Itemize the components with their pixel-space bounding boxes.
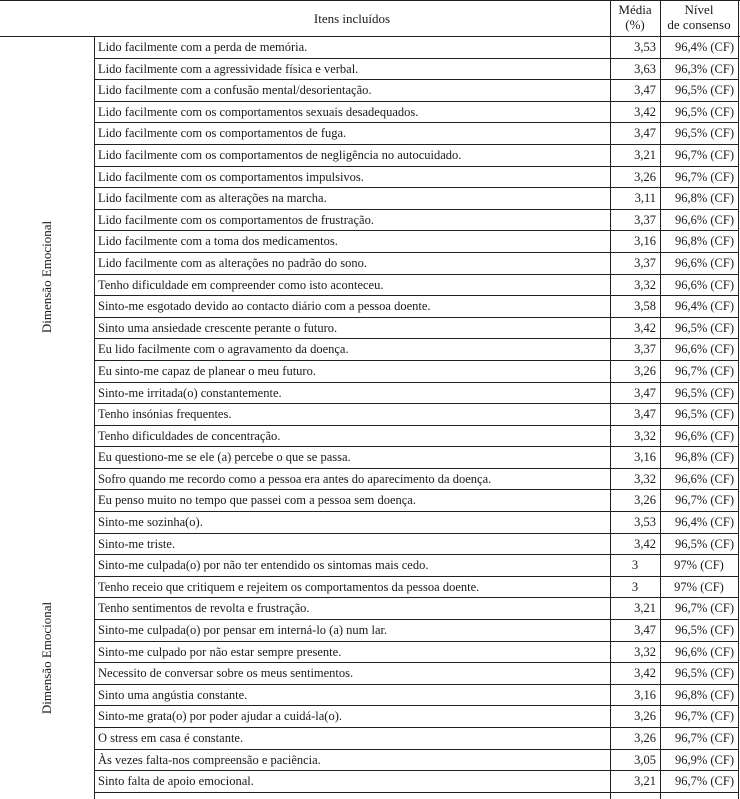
header-top-rule	[0, 0, 740, 1]
media-value: 3,47	[634, 126, 656, 141]
table-row	[94, 167, 738, 189]
consensus-value: 96,5% (CF)	[674, 126, 734, 141]
media-value: 3,32	[634, 471, 656, 486]
dimension-group-2	[0, 517, 94, 799]
media-value: 3,42	[634, 666, 656, 681]
item-text: Sinto falta de apoio emocional.	[98, 774, 254, 789]
consensus-value: 96,5% (CF)	[674, 385, 734, 400]
table-row	[94, 102, 738, 124]
table-row	[94, 642, 738, 664]
table-row	[94, 383, 738, 405]
table-row	[94, 361, 738, 383]
media-value: 3,37	[634, 212, 656, 227]
media-value: 3,21	[634, 601, 656, 616]
media-value: 3,26	[634, 363, 656, 378]
media-value: 3,26	[634, 709, 656, 724]
media-value: 3,11	[634, 191, 656, 206]
item-text: Tenho receio que critiquem e rejeitem os comportamentos da pessoa doente.	[98, 579, 480, 594]
item-text: Lido facilmente com os comportamentos de fuga.	[98, 126, 347, 141]
media-value: 3,05	[634, 752, 656, 767]
media-value: 3,58	[634, 299, 656, 314]
header-nivel-line1: Nível	[684, 2, 714, 17]
media-value: 3,16	[634, 234, 656, 249]
table-row	[94, 577, 738, 599]
table-row	[94, 598, 738, 620]
consensus-value: 97% (CF)	[674, 579, 724, 594]
consensus-value: 96,6% (CF)	[674, 644, 734, 659]
consensus-value: 96,6% (CF)	[674, 471, 734, 486]
table-row	[94, 188, 738, 210]
header-items: Itens incluídos	[313, 11, 391, 26]
consensus-value: 96,7% (CF)	[674, 169, 734, 184]
table-row	[94, 534, 738, 556]
header-nivel	[660, 2, 738, 32]
item-text: O stress em casa é constante.	[98, 731, 244, 745]
consensus-value: 96,5% (CF)	[674, 407, 734, 422]
table-row	[94, 296, 738, 318]
item-text: Eu sinto-me capaz de planear o meu futuro.	[98, 363, 316, 378]
table-row	[94, 469, 738, 491]
item-text: Sinto-me irritada(o) constantemente.	[98, 385, 282, 400]
item-text: Eu questiono-me se ele (a) percebe o que se passa.	[98, 450, 351, 465]
item-text: Eu lido facilmente com o agravamento da doença.	[98, 342, 349, 357]
item-text: Necessito de conversar sobre os meus sentimentos.	[98, 666, 354, 681]
media-value: 3,32	[634, 428, 656, 443]
item-text: Lido facilmente com a perda de memória.	[98, 40, 308, 54]
item-text: Às vezes falta-nos compreensão e paciência.	[98, 752, 321, 767]
media-value: 3,42	[634, 536, 656, 551]
table-row	[94, 426, 738, 448]
media-value: 3,32	[634, 644, 656, 659]
media-value: 3,32	[634, 277, 656, 292]
consensus-value: 96,3% (CF)	[674, 61, 734, 76]
dimension-label: Dimensão Emocional	[39, 601, 54, 715]
table-row	[94, 231, 738, 253]
item-text: Sinto uma angústia constante.	[98, 687, 248, 702]
dimension-label: Dimensão Emocional	[39, 220, 54, 334]
consensus-value: 96,4% (CF)	[674, 299, 734, 314]
media-value: 3,53	[634, 40, 656, 54]
item-text: Lido facilmente com as alterações na marcha.	[98, 191, 327, 206]
header-media-line2: (%)	[625, 17, 645, 32]
consensus-value: 96,5% (CF)	[674, 104, 734, 119]
media-value: 3,37	[634, 342, 656, 357]
table-row	[94, 490, 738, 512]
table-row	[94, 210, 738, 232]
item-text: Sinto-me sozinha(o).	[98, 515, 203, 530]
item-text: Eu penso muito no tempo que passei com a pessoa sem doença.	[98, 493, 416, 508]
consensus-value: 96,8% (CF)	[674, 450, 734, 465]
item-text: Sinto-me triste.	[98, 536, 176, 551]
item-text: Sinto-me esgotado devido ao contacto diário com a pessoa doente.	[98, 299, 431, 314]
header-media	[610, 2, 660, 32]
media-value: 3,26	[634, 731, 656, 745]
col-divider-right	[738, 0, 739, 799]
table-row	[94, 318, 738, 340]
table-row	[94, 404, 738, 426]
table-row	[94, 555, 738, 577]
item-text: Lido facilmente com a confusão mental/desorientação.	[98, 83, 372, 98]
table-body	[94, 37, 738, 793]
table-row	[94, 145, 738, 167]
table-row	[94, 663, 738, 685]
table-row	[94, 123, 738, 145]
consensus-value: 96,7% (CF)	[674, 774, 734, 789]
media-value: 3,21	[634, 147, 656, 162]
consensus-value: 96,5% (CF)	[674, 320, 734, 335]
media-value: 3,47	[634, 385, 656, 400]
consensus-value: 96,5% (CF)	[674, 623, 734, 638]
consensus-value: 96,6% (CF)	[674, 428, 734, 443]
consensus-value: 96,8% (CF)	[674, 687, 734, 702]
item-text: Lido facilmente com a toma dos medicamentos.	[98, 234, 338, 249]
table-row	[94, 275, 738, 297]
item-text: Sinto-me grata(o) por poder ajudar a cuidá-la(o).	[98, 709, 342, 724]
consensus-value: 96,7% (CF)	[674, 363, 734, 378]
table-row	[94, 447, 738, 469]
item-text: Lido facilmente com os comportamentos de frustração.	[98, 212, 374, 227]
media-value: 3,47	[634, 623, 656, 638]
item-text: Lido facilmente com os comportamentos impulsivos.	[98, 169, 364, 184]
item-text: Lido facilmente com as alterações no padrão do sono.	[98, 255, 368, 270]
item-text: Tenho dificuldades de concentração.	[98, 428, 281, 443]
item-text: Tenho insónias frequentes.	[98, 407, 232, 422]
table-row	[94, 37, 738, 59]
media-value: 3,47	[634, 407, 656, 422]
table-row	[94, 750, 738, 772]
table-row	[94, 512, 738, 534]
table-row	[94, 706, 738, 728]
consensus-value: 96,6% (CF)	[674, 342, 734, 357]
media-value: 3,21	[634, 774, 656, 789]
media-value: 3,37	[634, 255, 656, 270]
media-value: 3,47	[634, 83, 656, 98]
consensus-value: 96,8% (CF)	[674, 234, 734, 249]
header-media-line1: Média	[618, 2, 652, 17]
item-text: Lido facilmente com a agressividade física e verbal.	[98, 61, 359, 76]
consensus-value: 96,5% (CF)	[674, 666, 734, 681]
item-text: Sofro quando me recordo como a pessoa era antes do aparecimento da doença.	[98, 471, 492, 486]
table-row	[94, 620, 738, 642]
media-value: 3,16	[634, 687, 656, 702]
consensus-value: 96,7% (CF)	[674, 147, 734, 162]
table-row	[94, 253, 738, 275]
table-row	[94, 80, 738, 102]
consensus-value: 96,7% (CF)	[674, 601, 734, 616]
consensus-value: 96,7% (CF)	[674, 709, 734, 724]
media-value: 3,26	[634, 169, 656, 184]
item-text: Sinto-me culpado por não estar sempre presente.	[98, 644, 342, 659]
table-row	[94, 59, 738, 81]
item-text: Sinto uma ansiedade crescente perante o futuro.	[98, 320, 338, 335]
consensus-value: 96,9% (CF)	[674, 752, 734, 767]
media-value: 3,53	[634, 515, 656, 530]
table-header	[0, 0, 740, 36]
consensus-value: 96,5% (CF)	[674, 536, 734, 551]
consensus-value: 96,6% (CF)	[674, 277, 734, 292]
table-row	[94, 728, 738, 750]
consensus-value: 96,4% (CF)	[674, 40, 734, 54]
item-text: Sinto-me culpada(o) por não ter entendido os sintomas mais cedo.	[98, 558, 429, 573]
consensus-value: 96,4% (CF)	[674, 515, 734, 530]
item-text: Tenho dificuldade em compreender como isto aconteceu.	[98, 277, 384, 292]
media-value: 3	[631, 579, 639, 594]
media-value: 3,63	[634, 61, 656, 76]
media-value: 3,26	[634, 493, 656, 508]
media-value: 3,16	[634, 450, 656, 465]
consensus-value: 96,5% (CF)	[674, 83, 734, 98]
dimension-group-1	[0, 37, 94, 517]
table-row	[94, 685, 738, 707]
item-text: Lido facilmente com os comportamentos sexuais desadequados.	[98, 104, 419, 119]
consensus-value: 96,6% (CF)	[674, 212, 734, 227]
item-text: Sinto-me culpada(o) por pensar em interná-lo (a) num lar.	[98, 623, 388, 638]
consensus-value: 96,7% (CF)	[674, 731, 734, 745]
consensus-value: 97% (CF)	[674, 558, 724, 573]
media-value: 3,42	[634, 320, 656, 335]
media-value: 3,42	[634, 104, 656, 119]
table-row	[94, 771, 738, 793]
item-text: Lido facilmente com os comportamentos de negligência no autocuidado.	[98, 147, 462, 162]
consensus-value: 96,7% (CF)	[674, 493, 734, 508]
header-nivel-line2: de consenso	[667, 17, 731, 32]
consensus-value: 96,6% (CF)	[674, 255, 734, 270]
table-row	[94, 339, 738, 361]
consensus-value: 96,8% (CF)	[674, 191, 734, 206]
item-text: Tenho sentimentos de revolta e frustração.	[98, 601, 310, 616]
media-value: 3	[631, 558, 639, 573]
